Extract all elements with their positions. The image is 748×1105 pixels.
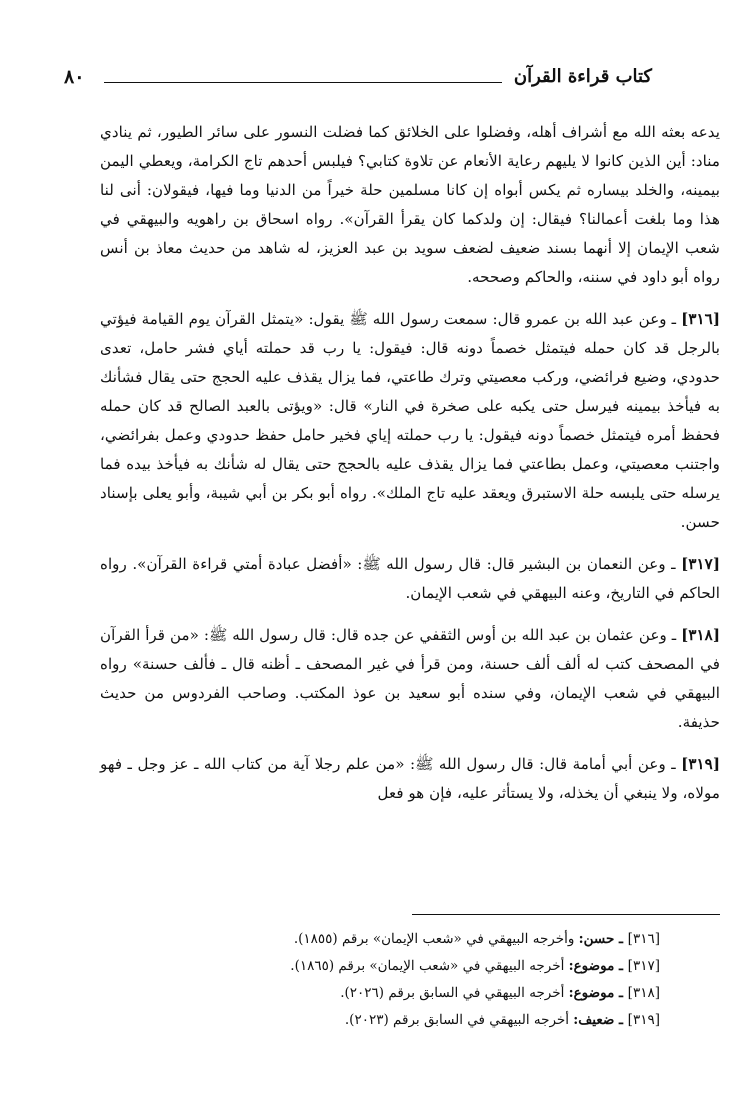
footnote-grade: ـ موضوع: [568,985,628,1001]
hadith-319 [100,750,720,808]
footnote-text: وأخرجه البيهقي في «شعب الإيمان» برقم (١٨٥٥). [293,931,579,947]
hadith-text: ـ وعن أبي أمامة قال: قال رسول الله ﷺ: «من علم رجلا آية من كتاب الله ـ عز وجل ـ فهو مولاه، ولا ينبغي أن يخذله، ولا يستأثر عليه، فإن هو فعل [100,755,720,802]
footnote-text: أخرجه البيهقي في السابق برقم (٢٠٢٦). [340,985,569,1001]
hadith-text: ـ وعن عثمان بن عبد الله بن أوس الثقفي عن جده قال: قال رسول الله ﷺ: «من قرأ القرآن في المصحف كتب له ألف ألف حسنة، ومن قرأ في غير المصحف ـ أظنه قال ـ فألف حسنة» رواه البيهقي في شعب الإيمان، وفي سنده أبو سعيد بن عوذ المكتب. وصاحب الفردوس من حديث حذيفة. [100,626,720,731]
main-text [100,118,720,808]
hadith-318 [100,621,720,737]
hadith-number: [٣١٩] [681,755,720,773]
chapter-title: كتاب قراءة القرآن [513,66,652,87]
footnote-number: [٣١٧] [627,958,660,974]
footnote-text: أخرجه البيهقي في «شعب الإيمان» برقم (١٨٦٥). [290,958,569,974]
hadith-317 [100,550,720,608]
paragraph-continuation [100,118,720,292]
footnote-319 [100,1007,660,1034]
footnote-text: أخرجه البيهقي في السابق برقم (٢٠٢٣). [344,1012,574,1028]
hadith-text: ـ وعن النعمان بن البشير قال: قال رسول الله ﷺ: «أفضل عبادة أمتي قراءة القرآن». رواه الحاكم في التاريخ، وعنه البيهقي في شعب الإيمان. [100,555,720,602]
paragraph-text: يدعه بعثه الله مع أشراف أهله، وفضلوا على الخلائق كما فضلت النسور على سائر الطيور، ثم ينادي مناد: أين الذين كانوا لا يليهم رعاية الأنعام عن تلاوة كتابي؟ فيلبس أحدهم تاج الكرامة، ويعطي اليمن بيمينه، والخلد بيساره ثم يكس أبواه إن كانا مسلمين حلة خيراً من الدنيا وما فيها، فيقولان: أنى لنا هذا وما بلغت أعمالنا؟ فيقال: إن ولدكما كان يقرأ القرآن». رواه اسحاق بن راهويه والبيهقي في شعب الإيمان إلا أنهما بسند ضعيف لضعف سويد بن عبد العزيز، له شاهد من حديث معاذ بن أنس رواه أبو داود في سننه، والحاكم وصححه. [100,123,720,286]
footnote-318 [100,980,660,1007]
header-rule [104,82,502,83]
page-number: ٨٠ [64,66,85,88]
footnote-317 [100,953,660,980]
footnote-316 [100,926,660,953]
footnotes [100,926,660,1034]
hadith-316 [100,305,720,537]
hadith-number: [٣١٦] [681,310,720,328]
hadith-number: [٣١٧] [681,555,720,573]
footnote-grade: ـ ضعيف: [573,1012,628,1028]
footnote-separator [412,914,720,915]
hadith-text: ـ وعن عبد الله بن عمرو قال: سمعت رسول الله ﷺ يقول: «يتمثل القرآن يوم القيامة فيؤتي بالرجل قد كان حمله فيتمثل خصماً دونه قال: فيقول: يا رب قد حملته أياي فشر حامل، تعدى حدودي، وضيع فرائضي، وركب معصيتي وترك طاعتي، فما يزال يقذف عليه الحجج حتى يقال فشأنك به فيأخذ بيمينه فيرسل حتى يكبه على صخرة في النار» قال: «ويؤتى بالعبد الصالح قد كان حمله فحفظ أمره فيتمثل خصماً دونه فيقول: يا رب حملته إياي فخير حامل حفظ حدودي وعمل بفرائضي، واجتنب معصيتي، وعمل بطاعتي فما يزال يقذف عليه بالحجج حتى يقال له شأنك به فيأخذ بيده فما يرسله حتى يلبسه حلة الاستبرق ويعقد عليه تاج الملك». رواه أبو بكر بن أبي شيبة، وأبو يعلى بإسناد حسن. [100,310,720,531]
footnote-number: [٣١٩] [627,1012,660,1028]
footnote-grade: ـ موضوع: [568,958,628,974]
footnote-number: [٣١٦] [627,931,660,947]
footnote-number: [٣١٨] [627,985,660,1001]
footnote-grade: ـ حسن: [578,931,628,947]
hadith-number: [٣١٨] [681,626,720,644]
running-header [64,64,652,96]
